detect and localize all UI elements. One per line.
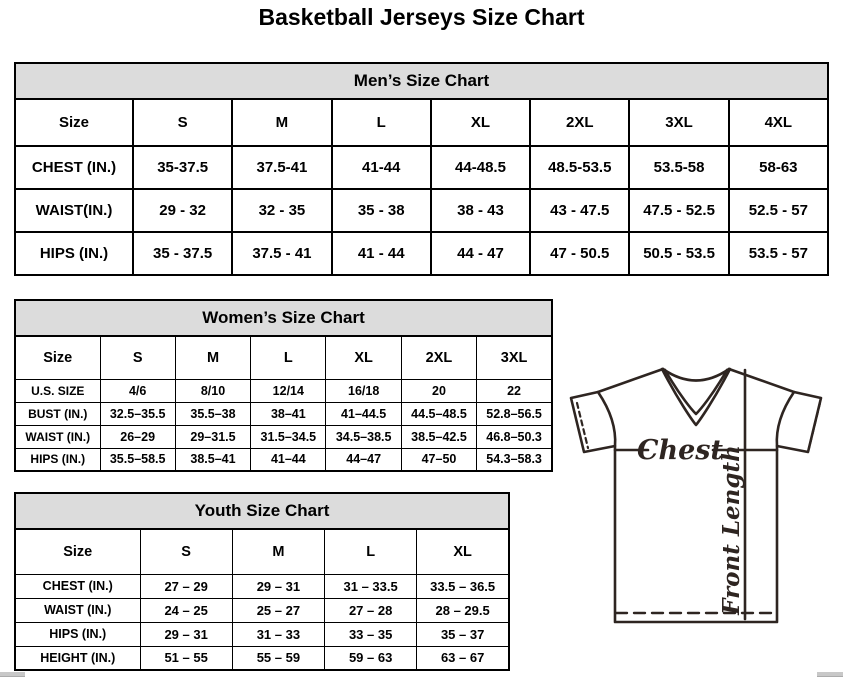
womens_chart-cell: 34.5–38.5 (326, 425, 401, 448)
youth_chart-row (15, 646, 509, 670)
womens_chart-cell: 38.5–42.5 (401, 425, 476, 448)
youth_chart-column-header: Size (15, 529, 140, 574)
mens-chart-title: Men’s Size Chart (15, 63, 828, 99)
womens_chart-row-label: U.S. SIZE (15, 379, 100, 402)
womens_chart-cell: 8/10 (175, 379, 250, 402)
mens_chart-cell: 53.5-58 (629, 146, 728, 189)
womens_chart-cell: 26–29 (100, 425, 175, 448)
womens-chart-title: Women’s Size Chart (15, 300, 552, 336)
page-title: Basketball Jerseys Size Chart (258, 4, 585, 30)
womens-chart-title-row (15, 300, 552, 336)
womens_chart-cell: 35.5–58.5 (100, 448, 175, 471)
youth_chart-cell: 29 – 31 (140, 622, 232, 646)
womens_chart-row-label: HIPS (IN.) (15, 448, 100, 471)
mens_chart-cell: 38 - 43 (431, 189, 530, 232)
mens_chart-cell: 47 - 50.5 (530, 232, 629, 275)
womens_chart-row (15, 425, 552, 448)
youth_chart-row-label: HIPS (IN.) (15, 622, 140, 646)
womens_chart-row (15, 448, 552, 471)
womens_chart-cell: 16/18 (326, 379, 401, 402)
mens_chart-cell: 32 - 35 (232, 189, 331, 232)
jersey-collar-back-arc (663, 369, 729, 381)
womens_chart-cell: 54.3–58.3 (477, 448, 552, 471)
mens_chart-cell: 29 - 32 (133, 189, 232, 232)
mens_chart-cell: 35-37.5 (133, 146, 232, 189)
mens_chart-cell: 44 - 47 (431, 232, 530, 275)
womens_chart-column-header: 2XL (401, 336, 476, 379)
womens_chart-column-header: 3XL (477, 336, 552, 379)
mens_chart-column-header: XL (431, 99, 530, 146)
mens_chart-column-header: 2XL (530, 99, 629, 146)
jersey-outline (571, 369, 821, 622)
womens_chart-column-header: M (175, 336, 250, 379)
youth_chart-column-header: M (232, 529, 324, 574)
youth_chart-cell: 25 – 27 (232, 598, 324, 622)
womens_chart-cell: 47–50 (401, 448, 476, 471)
horizontal-scrollbar-right-piece[interactable] (817, 672, 843, 677)
youth_chart-row-label: HEIGHT (IN.) (15, 646, 140, 670)
mens_chart-column-header: 4XL (729, 99, 828, 146)
youth-chart-header-row (15, 529, 509, 574)
mens_chart-row-label: HIPS (IN.) (15, 232, 133, 275)
womens_chart-column-header: S (100, 336, 175, 379)
mens_chart-cell: 43 - 47.5 (530, 189, 629, 232)
mens_chart-cell: 47.5 - 52.5 (629, 189, 728, 232)
youth_chart-cell: 59 – 63 (325, 646, 417, 670)
mens_chart-cell: 50.5 - 53.5 (629, 232, 728, 275)
mens_chart-cell: 58-63 (729, 146, 828, 189)
womens_chart-cell: 38–41 (251, 402, 326, 425)
mens-size-chart-table (14, 62, 829, 276)
womens_chart-cell: 22 (477, 379, 552, 402)
womens_chart-row-label: BUST (IN.) (15, 402, 100, 425)
youth_chart-column-header: L (325, 529, 417, 574)
womens_chart-row (15, 402, 552, 425)
front-length-label: Front Length (718, 445, 745, 615)
youth-size-chart-table (14, 492, 510, 671)
mens_chart-cell: 48.5-53.5 (530, 146, 629, 189)
youth_chart-cell: 55 – 59 (232, 646, 324, 670)
womens-chart-header-row (15, 336, 552, 379)
youth_chart-cell: 27 – 28 (325, 598, 417, 622)
womens_chart-cell: 20 (401, 379, 476, 402)
mens_chart-row (15, 146, 828, 189)
mens_chart-row-label: CHEST (IN.) (15, 146, 133, 189)
womens_chart-cell: 44–47 (326, 448, 401, 471)
womens_chart-cell: 46.8–50.3 (477, 425, 552, 448)
chest-label: Chest (637, 435, 723, 466)
youth_chart-cell: 31 – 33 (232, 622, 324, 646)
womens_chart-cell: 32.5–35.5 (100, 402, 175, 425)
womens_chart-cell: 35.5–38 (175, 402, 250, 425)
mens_chart-cell: 37.5 - 41 (232, 232, 331, 275)
mens_chart-row-label: WAIST(IN.) (15, 189, 133, 232)
womens_chart-cell: 12/14 (251, 379, 326, 402)
youth_chart-row (15, 574, 509, 598)
womens_chart-cell: 38.5–41 (175, 448, 250, 471)
womens_chart-cell: 41–44.5 (326, 402, 401, 425)
mens-chart-title-row (15, 63, 828, 99)
horizontal-scrollbar-thumb[interactable] (0, 672, 25, 677)
mens_chart-cell: 44-48.5 (431, 146, 530, 189)
womens_chart-cell: 41–44 (251, 448, 326, 471)
youth-chart-title-row (15, 493, 509, 529)
mens_chart-column-header: S (133, 99, 232, 146)
mens_chart-cell: 53.5 - 57 (729, 232, 828, 275)
youth_chart-row-label: CHEST (IN.) (15, 574, 140, 598)
mens_chart-column-header: 3XL (629, 99, 728, 146)
youth_chart-cell: 33.5 – 36.5 (417, 574, 509, 598)
mens_chart-column-header: Size (15, 99, 133, 146)
mens_chart-cell: 37.5-41 (232, 146, 331, 189)
mens_chart-column-header: L (332, 99, 431, 146)
youth_chart-row (15, 622, 509, 646)
youth_chart-column-header: S (140, 529, 232, 574)
womens_chart-cell: 52.8–56.5 (477, 402, 552, 425)
womens_chart-column-header: XL (326, 336, 401, 379)
youth-chart-body (15, 574, 509, 670)
youth_chart-cell: 33 – 35 (325, 622, 417, 646)
youth_chart-row (15, 598, 509, 622)
womens-size-chart-table (14, 299, 553, 472)
youth_chart-cell: 24 – 25 (140, 598, 232, 622)
womens_chart-column-header: Size (15, 336, 100, 379)
mens-chart-body (15, 146, 828, 275)
mens_chart-cell: 35 - 38 (332, 189, 431, 232)
womens_chart-cell: 44.5–48.5 (401, 402, 476, 425)
mens-chart-header-row (15, 99, 828, 146)
youth_chart-cell: 31 – 33.5 (325, 574, 417, 598)
mens_chart-cell: 35 - 37.5 (133, 232, 232, 275)
womens_chart-cell: 31.5–34.5 (251, 425, 326, 448)
youth_chart-row-label: WAIST (IN.) (15, 598, 140, 622)
youth_chart-cell: 35 – 37 (417, 622, 509, 646)
youth_chart-cell: 27 – 29 (140, 574, 232, 598)
youth_chart-cell: 28 – 29.5 (417, 598, 509, 622)
jersey-collar-outer-v (662, 369, 730, 425)
mens_chart-cell: 52.5 - 57 (729, 189, 828, 232)
youth_chart-cell: 63 – 67 (417, 646, 509, 670)
womens_chart-cell: 29–31.5 (175, 425, 250, 448)
jersey-measurement-diagram (562, 362, 835, 627)
mens_chart-row (15, 232, 828, 275)
womens_chart-cell: 4/6 (100, 379, 175, 402)
womens_chart-row-label: WAIST (IN.) (15, 425, 100, 448)
womens_chart-row (15, 379, 552, 402)
mens_chart-cell: 41-44 (332, 146, 431, 189)
youth_chart-column-header: XL (417, 529, 509, 574)
youth_chart-cell: 29 – 31 (232, 574, 324, 598)
womens-chart-body (15, 379, 552, 471)
youth-chart-title: Youth Size Chart (15, 493, 509, 529)
youth_chart-cell: 51 – 55 (140, 646, 232, 670)
jersey-right-armhole-seam (777, 392, 794, 446)
jersey-left-armhole-seam (598, 392, 615, 446)
womens_chart-column-header: L (251, 336, 326, 379)
mens_chart-cell: 41 - 44 (332, 232, 431, 275)
mens_chart-row (15, 189, 828, 232)
mens_chart-column-header: M (232, 99, 331, 146)
